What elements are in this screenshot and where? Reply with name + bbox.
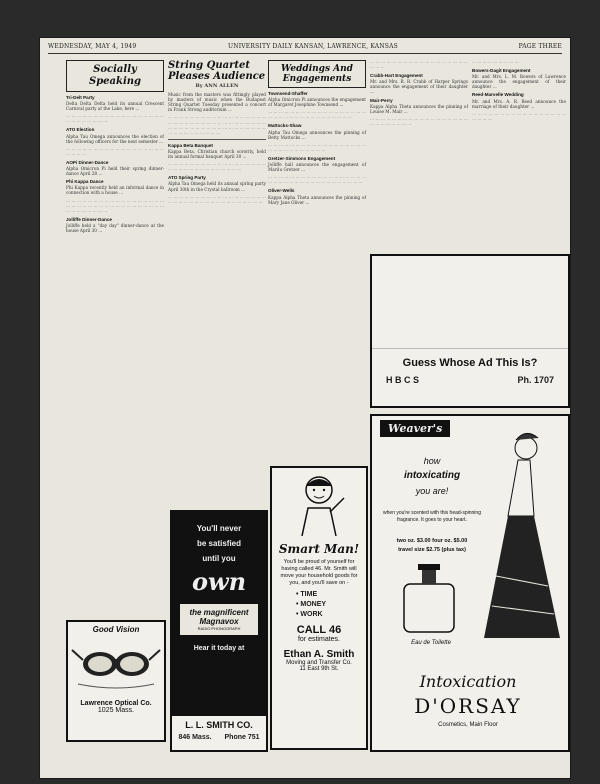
magnavox-tag: Hear it today at	[193, 645, 245, 652]
weavers-line2: intoxicating	[403, 470, 461, 481]
masthead-title: UNIVERSITY DAILY KANSAN, LAWRENCE, KANSAS	[228, 43, 398, 50]
filler-text: ··· ··· ··· ··· ··· ··· ··· ··· ··· ··· ··· ··· ··· ··· ··· ··· ··· ··· ··· ··· ··· ··· ··· ··· ··· ··· ··· ··· ··· ··· ··· ··· ··· ··· ··· ··· ··· ··· ··· ··· ··· ··· ··· ··· ··· ··· ··· ··· ··· ··· ··· ··· ··· ··· ··· ··· ··· ··· ··· ··· ··· ··· ··· ···	[168, 115, 266, 136]
item-body: Alpha Tau Omega announces the election of the following officers for the next semester ...	[66, 133, 164, 144]
item-body: Mr. and Mrs. A. R. Reed announce the marriage of their daughter ...	[472, 98, 566, 109]
weavers-line1: how	[423, 456, 441, 466]
guess-phone: Ph. 1707	[517, 375, 554, 385]
optical-headline: Good Vision	[92, 625, 140, 634]
magnavox-sub: RADIO PHONOGRAPH	[197, 626, 241, 631]
item-head: Kappa Beta Banquet	[168, 142, 213, 148]
byline: By ANN ALLEN	[195, 83, 239, 89]
woman-illustration-icon	[478, 426, 564, 646]
filler-text: ··· ··· ··· ··· ··· ··· ··· ··· ··· ··· ··· ··· ··· ··· ··· ··· ··· ··· ··· ··· ··· ···	[66, 146, 164, 157]
guess-image-area	[372, 256, 568, 349]
item-body: Alpha Omicron Pi held their spring dinner-dance April 28 ...	[66, 166, 164, 177]
smith-co-ad	[170, 714, 268, 752]
item-body: Kappa Alpha Theta announces the pinning of Mary Jane Oliver ...	[268, 194, 366, 205]
glasses-icon	[68, 634, 164, 696]
smith-co-address: 846 Mass.	[178, 734, 212, 741]
item-head: Mattocks-Shaw	[268, 123, 302, 129]
filler-text: ··· ··· ··· ··· ··· ··· ··· ··· ··· ··· ··· ··· ··· ··· ··· ··· ··· ··· ··· ··· ···	[370, 60, 468, 71]
item-body: Jolliffe held a "day day" dinner-dance at the house April 30 ...	[66, 222, 164, 233]
moving-ad	[270, 466, 368, 750]
divider	[168, 139, 266, 140]
magnavox-ad	[170, 510, 268, 714]
weavers-price1: two oz. $3.00 four oz. $5.00	[396, 538, 468, 544]
item-body: Mr. and Mrs. L. M. Bowers of Lawrence announce the engagement of their daughter ...	[472, 74, 566, 90]
item-body: Kappa Alpha Theta announces the pinning of Louise M. Mair ...	[370, 103, 468, 114]
masthead-page: PAGE THREE	[518, 43, 562, 50]
item-body: Kappa Beta, Christian church sorority, held its annual formal banquet April 30 ...	[168, 148, 266, 160]
filler-text: ··· ··· ··· ··· ··· ··· ··· ··· ··· ··· ··· ··· ··· ··· ··· ··· ··· ··· ··· ··· ··· ··· ··· ··· ··· ··· ··· ··· ··· ··· ··· ···	[168, 162, 266, 173]
moving-company: Ethan A. Smith	[283, 649, 355, 660]
weavers-logo: Weaver's	[380, 420, 450, 437]
item-head: Townsend-Shaffer	[268, 91, 308, 96]
masthead	[48, 41, 562, 54]
article-headline: String Quartet Pleases Audience	[168, 60, 266, 82]
filler-text: ··· ··· ··· ··· ··· ··· ··· ··· ··· ··· ··· ··· ··· ··· ··· ··· ··· ··· ··· ··· ··· ··· ··· ··· ··· ···	[66, 114, 164, 125]
item-body: Jolliffe hall announces the engagement of Marilu Gretzer ...	[268, 162, 366, 173]
column-five	[472, 60, 566, 270]
item-head: AOPi Dinner-Dance	[66, 159, 109, 165]
smith-co-name: L. L. SMITH CO.	[185, 720, 253, 730]
moving-address: 11 East 9th St.	[299, 666, 339, 672]
item-head: Reed-Marvelle Wedding	[472, 92, 524, 98]
weddings-column	[268, 60, 366, 480]
moving-estimates: for estimates.	[297, 636, 340, 643]
weavers-script: Intoxication	[419, 672, 517, 691]
guess-code: H B C S	[386, 375, 420, 385]
weavers-price2: travel size $2.75 (plus tax)	[398, 547, 466, 553]
magnavox-brand: the magnificent Magnavox	[189, 608, 249, 626]
optical-address: 1025 Mass.	[97, 707, 135, 714]
filler-text: ··· ··· ··· ··· ··· ··· ··· ··· ··· ··· ··· ··· ··· ··· ··· ··· ··· ··· ··· ··· ··· ··· ··· ··· ··· ···	[370, 116, 468, 127]
filler-text: ··· ··· ··· ··· ··· ··· ··· ··· ··· ··· ··· ··· ··· ··· ··· ··· ··· ··· ··· ··· ··· ··· ··· ··· ··· ··· ··· ··· ··· ··· ··· ··· ··· ··· ··· ··· ··· ··· ··· ··· ··· ··· ··· ···	[66, 198, 164, 214]
item-body: Alpha Tau Omega announces the pinning of Betty Mattocks ...	[268, 129, 366, 140]
moving-list	[272, 590, 366, 620]
weavers-dept: Cosmetics, Main Floor	[438, 722, 498, 728]
moving-service: Moving and Transfer Co.	[286, 660, 352, 666]
smith-co-phone: Phone 751	[224, 734, 260, 741]
magnavox-line4: own	[191, 567, 247, 596]
magnavox-line3: until you	[202, 554, 236, 563]
newspaper-page	[40, 38, 570, 778]
item-head: Phi Kappa Dance	[66, 179, 104, 185]
optical-ad	[66, 620, 166, 742]
column-four	[370, 60, 468, 270]
item-head: Mair-Perry	[370, 97, 393, 103]
string-quartet-column	[168, 60, 266, 530]
weavers-line3: you are!	[415, 486, 449, 496]
perfume-bottle-icon	[394, 562, 464, 636]
magnavox-line1: You'll never	[196, 524, 242, 533]
weavers-pitch: when you're scented with this head-spinning fragrance. It goes to your heart.	[383, 510, 481, 523]
man-illustration-icon	[272, 468, 366, 538]
item-head: Tri-Delt Party	[66, 95, 95, 100]
filler-text: ··· ··· ··· ··· ··· ··· ··· ··· ··· ··· ··· ··· ··· ··· ··· ··· ··· ··· ··· ··· ··· ··· ··· ··· ··· ··· ··· ··· ··· ··· ··· ··· ··· ··· ··· ···	[168, 194, 266, 205]
item-body: Mr. and Mrs. R. R. Crabb of Harper Springs announce the engagement of their daughter ...	[370, 79, 468, 95]
weavers-product: Eau de Toilette	[411, 640, 451, 646]
society-header: Socially Speaking	[66, 60, 164, 92]
smith-co-contact	[172, 734, 266, 741]
filler-text: ··· ··· ··· ··· ··· ··· ··· ··· ··· ··· ··· ··· ··· ··· ··· ··· ··· ··· ··· ··· ··· ··· ··· ··· ··· ··· ··· ··· ··· ··· ··· ··· ··· ···	[268, 110, 366, 121]
moving-call: CALL 46	[296, 624, 342, 636]
item-body: Alpha Tau Omega held its annual spring party April 30th in the Crystal ballroom ...	[168, 181, 266, 192]
filler-text: ··· ··· ··· ··· ··· ··· ··· ··· ··· ··· ··· ··· ··· ··· ··· ··· ··· ··· ··· ··· ···	[472, 111, 566, 122]
filler-text: ··· ··· ··· ··· ··· ··· ··· ··· ···	[472, 60, 519, 65]
moving-list-item: • MONEY	[296, 601, 327, 608]
item-body: Alpha Omicron Pi announces the engagement of Margaret Josephine Townsend ...	[268, 97, 366, 108]
weavers-maker: D'ORSAY	[414, 694, 522, 718]
moving-list-item: • WORK	[296, 611, 323, 618]
moving-headline: Smart Man!	[278, 542, 360, 556]
masthead-date: WEDNESDAY, MAY 4, 1949	[48, 43, 137, 50]
item-head: Gretzer-Simmons Engagement	[268, 155, 336, 161]
magnavox-line2: be satisfied	[196, 539, 241, 548]
item-head: Bowers-Dagit Engagement	[472, 68, 531, 74]
society-column	[66, 60, 164, 615]
weddings-header: Weddings And Engagements	[268, 60, 366, 88]
magnavox-logo-box	[180, 604, 258, 635]
guess-footer	[372, 369, 568, 391]
item-head: ATO Spring Party	[168, 175, 206, 181]
filler-text: ··· ··· ··· ··· ··· ··· ··· ··· ··· ··· ··· ··· ··· ··· ··· ··· ··· ··· ··· ··· ··· ··· ··· ··· ··· ··· ··· ··· ··· ··· ··· ··· ··· ··· ··· ···	[268, 175, 366, 186]
item-head: Crabb-Hart Engagement	[370, 73, 423, 79]
item-body: Phi Kappa recently held an informal dance in connection with a house ...	[66, 185, 164, 196]
article-body: Music from the masters was fittingly played by masters of music when the Budapest String Quartet Tuesday presented a concert in Frank Strong auditorium ...	[168, 92, 266, 113]
item-head: Oliver-Wells	[268, 188, 295, 194]
guess-ad	[370, 254, 570, 408]
filler-text: ··· ··· ··· ··· ··· ··· ··· ··· ··· ··· ··· ··· ··· ··· ··· ··· ··· ··· ··· ··· ··· ··· ··· ··· ··· ··· ··· ··· ···	[268, 142, 366, 153]
weavers-ad	[370, 414, 570, 752]
item-head: ATO Election	[66, 127, 95, 133]
item-body: Delta Delta Delta held its annual Crescent Carnival party at the Lake, here ...	[66, 101, 164, 112]
moving-body: You'll be proud of yourself for having called 46. Mr. Smith will move your household goods for you, and you'll save on -	[280, 559, 358, 586]
moving-list-item: • TIME	[296, 591, 318, 598]
guess-headline: Guess Whose Ad This Is?	[402, 357, 538, 369]
item-head: Jolliffe Dinner-Dance	[66, 216, 112, 222]
optical-name: Lawrence Optical Co.	[80, 700, 152, 707]
